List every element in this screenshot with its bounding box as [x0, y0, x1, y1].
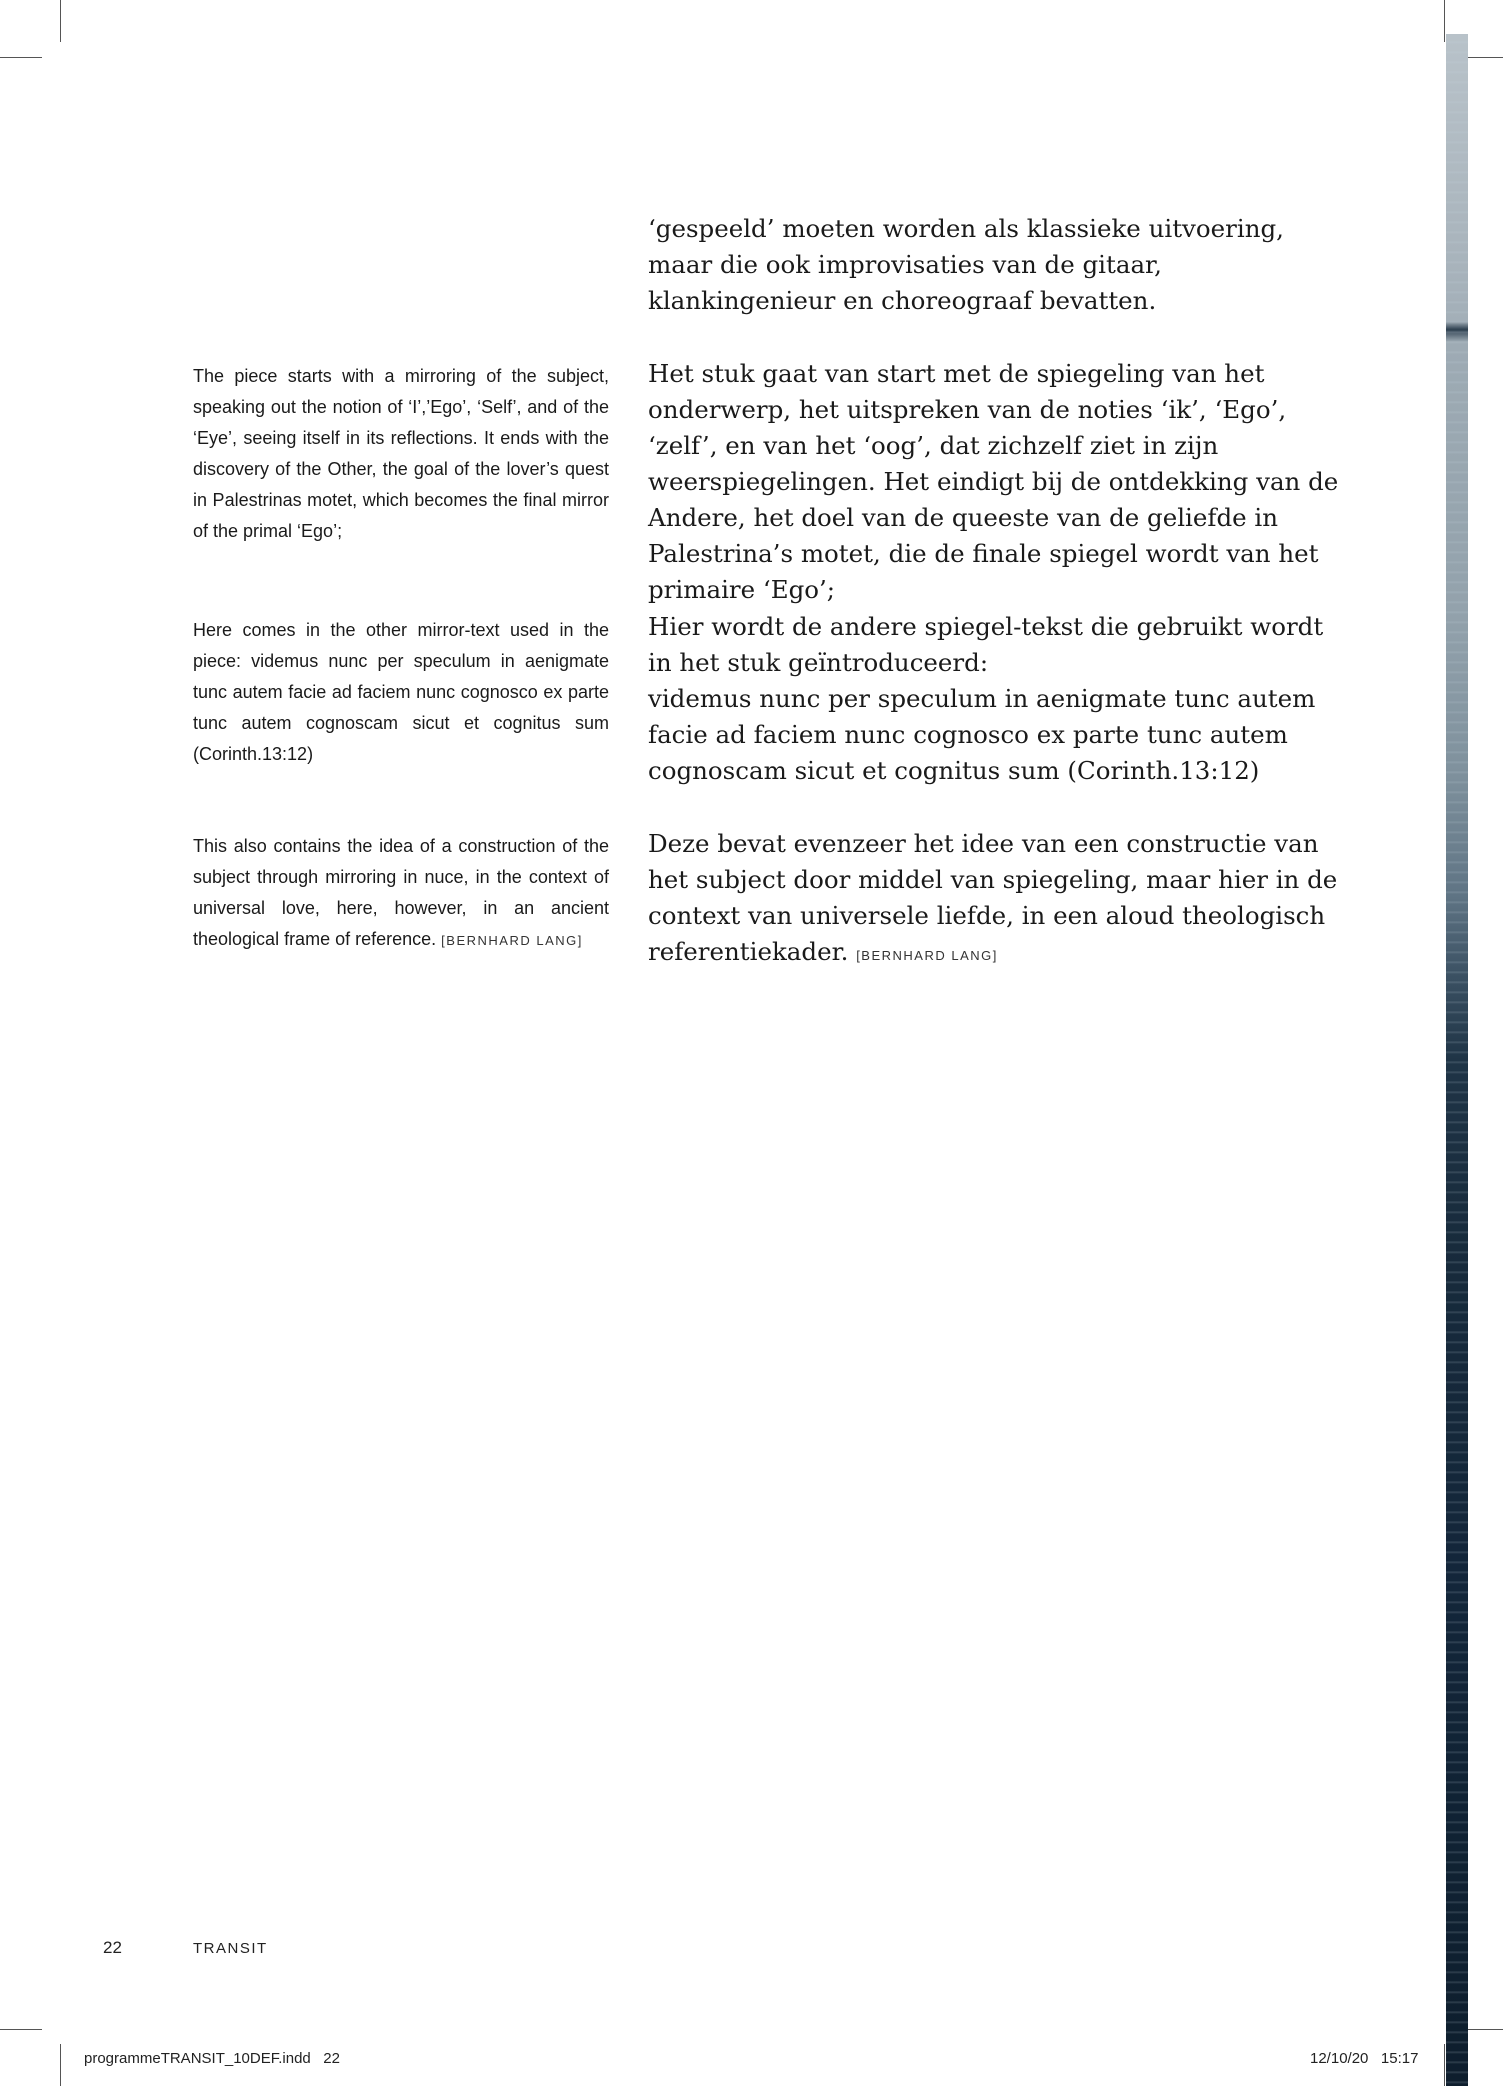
- crop-mark: [0, 57, 42, 58]
- photo-bleed-strip: [1446, 34, 1468, 2086]
- dutch-paragraph-2: [648, 609, 1348, 789]
- crop-mark: [60, 2044, 61, 2086]
- english-paragraph-3: [193, 831, 609, 956]
- english-paragraph-2-text: Here comes in the other mirror-text used in the piece: videmus nunc per speculum in aenigmate tunc autem facie ad faciem nunc cognosco ex parte tunc autem cognoscam sicut et cognitus sum (Corinth.13:12): [193, 620, 609, 764]
- english-paragraph-3-body: This also contains the idea of a construction of the subject through mirroring in nuce, in the context of universal love, here, however, in an ancient theological frame of reference.: [193, 836, 609, 949]
- dutch-intro-text: ‘gespeeld’ moeten worden als klassieke uitvoering, maar die ook improvisaties van de gitaar, klankingenieur en choreograaf bevatten.: [648, 214, 1284, 315]
- crop-mark: [0, 2029, 42, 2030]
- english-paragraph-2: [193, 615, 609, 770]
- dutch-paragraph-2-line-2: videmus nunc per speculum in aenigmate tunc autem facie ad faciem nunc cognosco ex parte tunc autem cognoscam sicut et cognitus sum (Corinth.13:12): [648, 684, 1316, 785]
- page-number: 22: [103, 1938, 122, 1957]
- english-paragraph-1-text: The piece starts with a mirroring of the subject, speaking out the notion of ‘I’,’Ego’, ‘Self’, and of the ‘Eye’, seeing itself in its reflections. It ends with the discovery of the Other, the goal of the lover’s quest in Palestrinas motet, which becomes the final mirror of the primal ‘Ego’;: [193, 366, 609, 541]
- crop-mark: [1462, 2029, 1503, 2030]
- dutch-intro-paragraph: [648, 211, 1348, 319]
- english-author-credit: [BERNHARD LANG]: [441, 933, 583, 948]
- running-title: TRANSIT: [193, 1940, 268, 1957]
- crop-mark: [60, 0, 61, 42]
- dutch-paragraph-1: [648, 356, 1348, 608]
- dutch-paragraph-3: [648, 826, 1348, 974]
- crop-mark: [1462, 57, 1503, 58]
- crop-mark: [1444, 0, 1445, 42]
- english-paragraph-1: [193, 361, 609, 547]
- dutch-paragraph-2-line-1: Hier wordt de andere spiegel-tekst die gebruikt wordt in het stuk geïntroduceerd:: [648, 612, 1324, 677]
- dutch-paragraph-1-text: Het stuk gaat van start met de spiegeling van het onderwerp, het uitspreken van de noties ‘ik’, ‘Ego’, ‘zelf’, en van het ‘oog’, dat zichzelf ziet in zijn weerspiegelingen. Het eindigt bij de ontdekking van de Andere, het doel van de queeste van de geliefde in Palestrina’s motet, die de finale spiegel wordt van het primaire ‘Ego’;: [648, 359, 1339, 604]
- dutch-author-credit: [BERNHARD LANG]: [856, 948, 998, 963]
- dutch-paragraph-3-text: [648, 826, 1348, 974]
- dutch-paragraph-3-body: Deze bevat evenzeer het idee van een constructie van het subject door middel van spiegeling, maar hier in de context van universele liefde, in een aloud theologisch referentiekader.: [648, 829, 1338, 966]
- crop-mark: [1444, 2044, 1445, 2086]
- slug-filename: programmeTRANSIT_10DEF.indd 22: [84, 2050, 340, 2067]
- english-paragraph-3-text: [193, 831, 609, 956]
- slug-timestamp: 12/10/20 15:17: [1310, 2050, 1419, 2067]
